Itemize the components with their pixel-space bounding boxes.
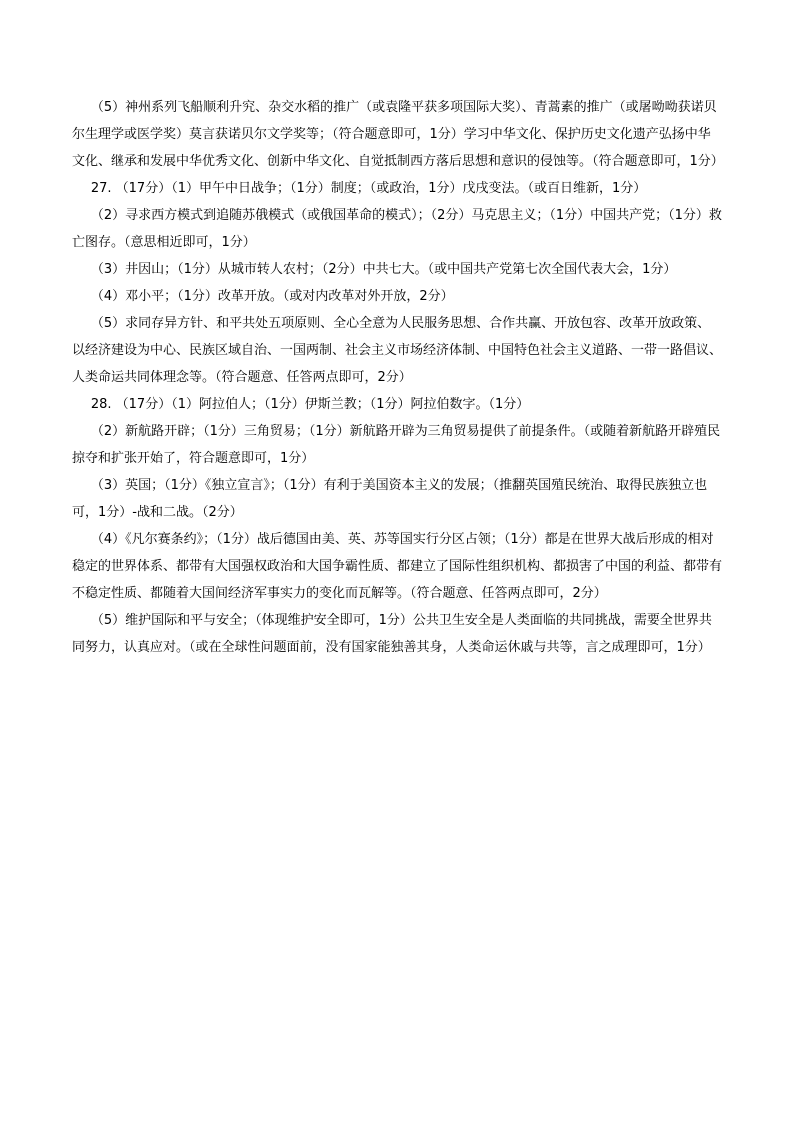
answer-27-part-5: （5）求同存异方针、和平共处五项原则、全心全意为人民服务思想、合作共赢、开放包容、改革开放政策、以经济建设为中心、民族区域自治、一国两制、社会主义市场经济体制、中国特色社会主义道路、一带一路倡议、人类命运共同体理念等。（符合题意、任答两点即可，2分） <box>72 316 723 385</box>
answer-28-part-3: （3）英国；（1分）《独立宣言》；（1分）有利于美国资本主义的发展；（推翻英国殖民统治、取得民族独立也可，1分）-战和二战。（2分） <box>72 478 708 520</box>
answer-27-part-3: （3）井因山；（1分）从城市转人农村；（2分）中共七大。（或中国共产党第七次全国代表大会，1分） <box>90 262 677 277</box>
answer-28-part-1: 28. （17分）（1）阿拉伯人；（1分）伊斯兰教；（1分）阿拉伯数字。（1分） <box>90 397 530 412</box>
answer-26-part-5: （5）神州系列飞船顺利升究、杂交水稻的推广（或袁隆平获多项国际大奖）、青蒿素的推广（或屠呦呦获诺贝尔生理学或医学奖）莫言获诺贝尔文学奖等；（符合题意即可，1分）学习中华文化、保护历史文化遗产弘扬中华文化、继承和发展中华优秀文化、创新中华文化、自觉抵制西方落后思想和意识的侵蚀等。（符合题意即可，1分） <box>72 100 724 169</box>
answer-28-part-5: （5）维护国际和平与安全；（体现维护安全即可，1分）公共卫生安全是人类面临的共同挑战，需要全世界共同努力，认真应对。（或在全球性问题面前，没有国家能独善其身，人类命运休戚与共等，言之成理即可，1分） <box>72 613 712 655</box>
answer-27-part-1: 27. （17分）（1）甲午中日战争；（1分）制度；（或政治，1分）戊戌变法。（或百日维新，1分） <box>90 181 647 196</box>
answer-28-part-2: （2）新航路开辟；（1分）三角贸易；（1分）新航路开辟为三角贸易提供了前提条件。（或随着新航路开辟殖民掠夺和扩张开始了，符合题意即可，1分） <box>72 424 721 466</box>
answer-27-part-2: （2）寻求西方模式到追随苏俄模式（或俄国革命的模式）；（2分）马克思主义；（1分）中国共产党；（1分）救亡图存。（意思相近即可，1分） <box>72 208 722 250</box>
answer-27-part-4: （4）邓小平；（1分）改革开放。（或对内改革对外开放，2分） <box>90 289 454 304</box>
answer-key-page <box>72 94 722 661</box>
answer-28-part-4: （4）《凡尔赛条约》；（1分）战后德国由美、英、苏等国实行分区占领；（1分）都是在世界大战后形成的相对稳定的世界体系、都带有大国强权政治和大国争霸性质、都建立了国际性组织机构、都损害了中国的利益、都带有不稳定性质、都随着大国间经济军事实力的变化而瓦解等。（符合题意、任答两点即可，2分） <box>72 532 723 601</box>
